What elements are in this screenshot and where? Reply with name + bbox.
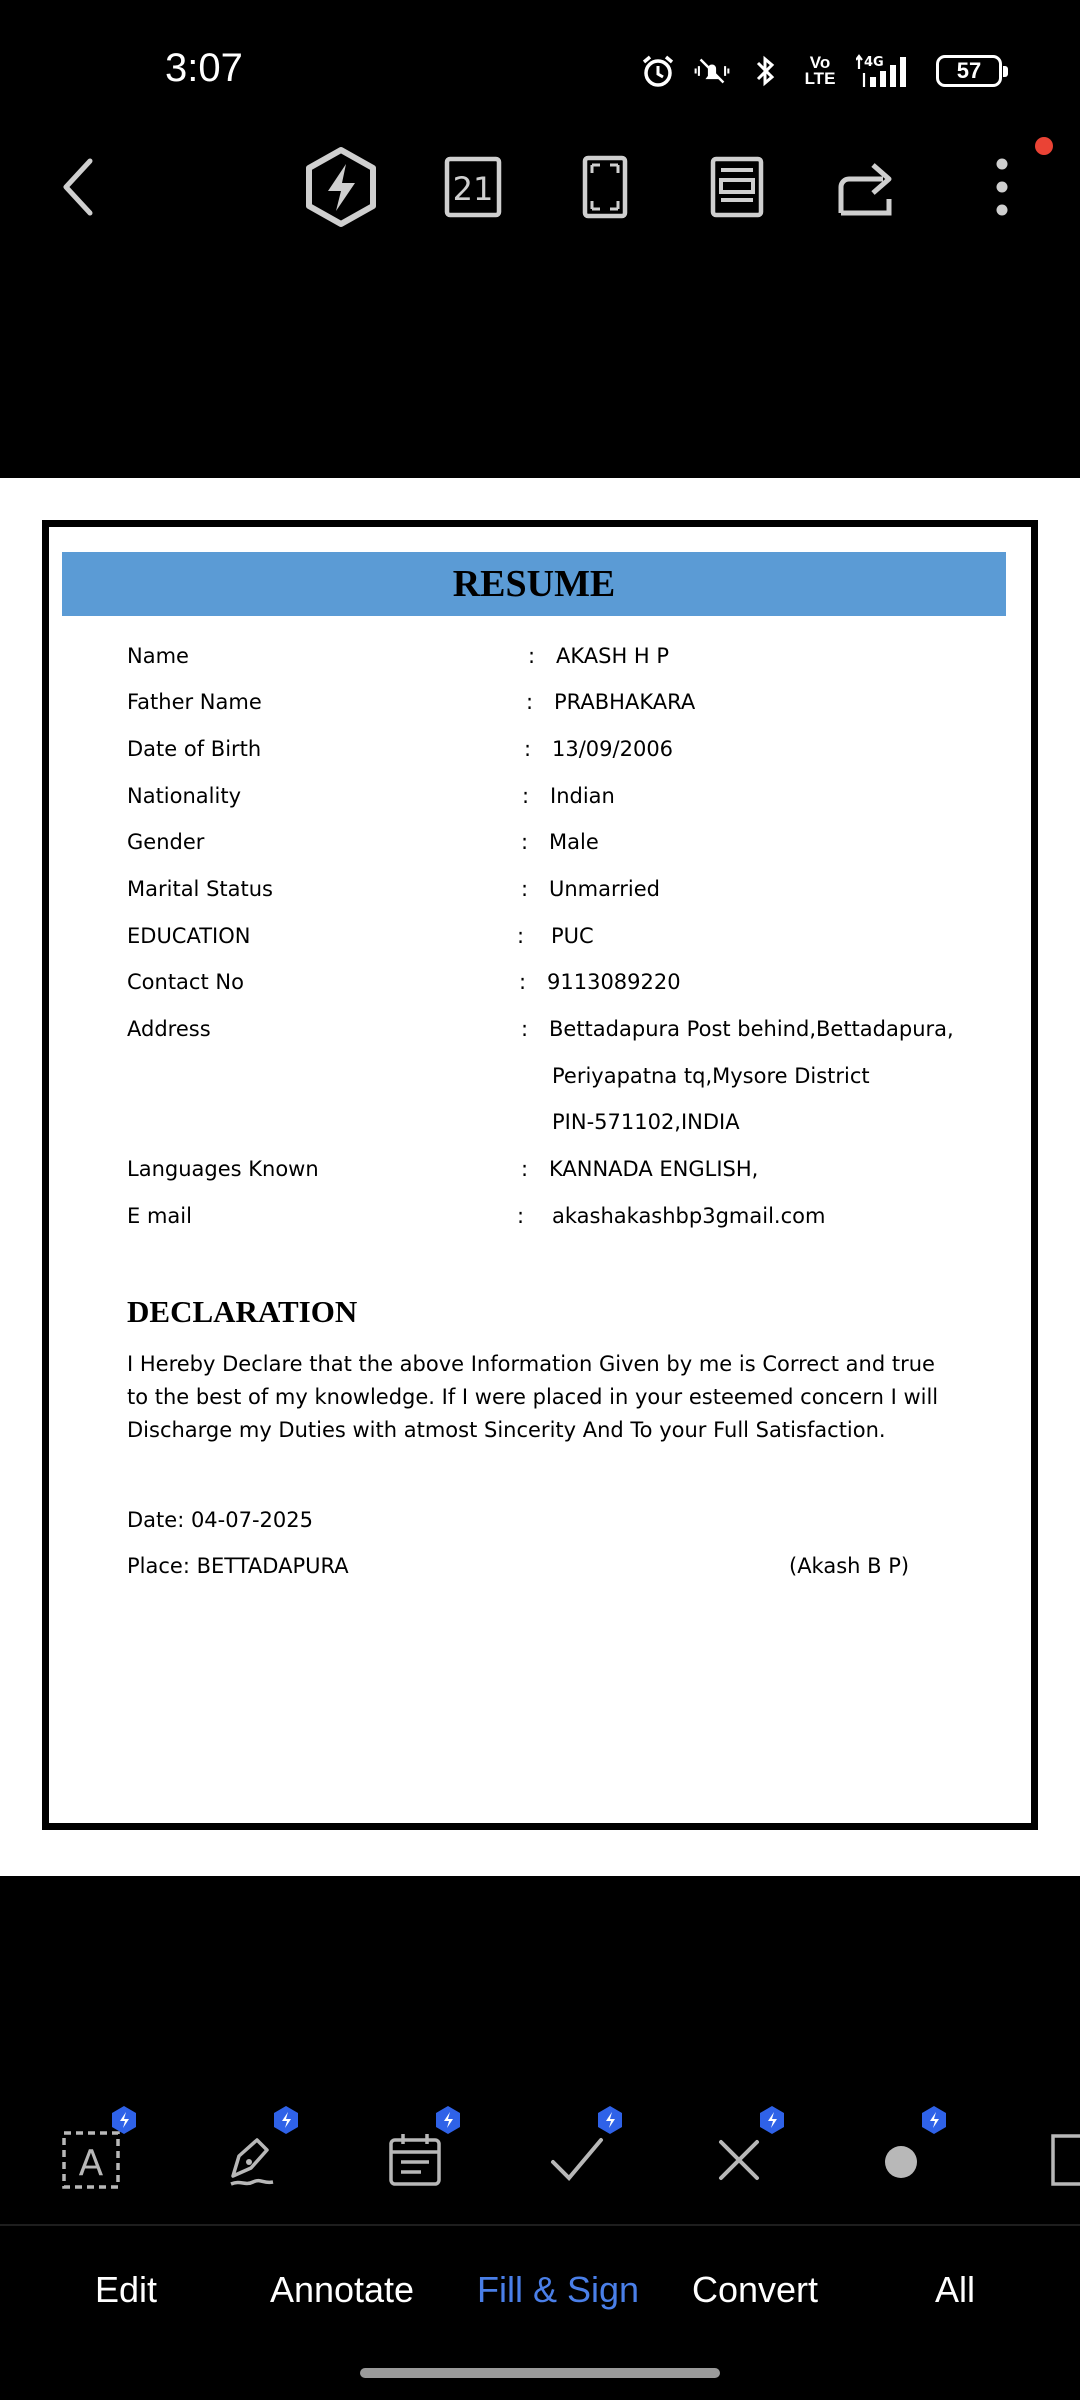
field-row: Address : Bettadapura Post behind,Bettadapura, [127,1017,954,1041]
premium-badge-icon [758,2105,786,2135]
field-value: Bettadapura Post behind,Bettadapura, [549,1017,954,1041]
field-row: EDUCATION : PUC [127,924,594,948]
status-icons [640,48,1002,94]
field-label: Contact No [127,970,244,994]
notification-dot [1035,137,1053,155]
field-row: Father Name : PRABHAKARA [127,690,696,714]
field-value: PIN-571102,INDIA [552,1110,740,1134]
share-button[interactable] [824,142,914,232]
rectangle-tool[interactable] [1018,2115,1080,2205]
field-label: Marital Status [127,877,273,901]
date-tool[interactable] [370,2115,460,2205]
reading-mode-button[interactable] [692,142,782,232]
checkmark-tool-icon [547,2130,607,2190]
back-button[interactable] [33,142,123,232]
field-value: PRABHAKARA [554,690,696,714]
premium-badge-icon [596,2105,624,2135]
field-value: 9113089220 [547,970,681,994]
premium-badge-icon [920,2105,948,2135]
field-label: Nationality [127,784,242,808]
field-row: Date of Birth : 13/09/2006 [127,737,674,761]
cross-tool-icon [709,2130,769,2190]
signature-name: (Akash B P) [789,1554,910,1578]
bluetooth-icon [748,53,784,89]
document-title: RESUME [452,563,616,605]
field-label: E mail [127,1204,192,1228]
field-label: Address [127,1017,211,1041]
field-row: Nationality : Indian [127,784,615,808]
battery-icon: 57 [936,55,1002,87]
signal-icon [856,53,918,89]
date-line: Date: 04-07-2025 [127,1508,313,1532]
field-value: 13/09/2006 [552,737,674,761]
page-count-icon [444,156,502,218]
tab-fill-sign[interactable]: Fill & Sign [476,2269,640,2310]
signature-tool-icon [223,2130,283,2190]
field-value: KANNADA ENGLISH, [549,1157,759,1181]
field-label: Languages Known [127,1157,319,1181]
signature-tool[interactable] [208,2115,298,2205]
fullscreen-icon [582,155,628,219]
field-value: Periyapatna tq,Mysore District [552,1064,870,1088]
page-count-button[interactable] [428,142,518,232]
field-value: Unmarried [549,877,660,901]
more-icon [995,157,1009,217]
premium-badge-icon [272,2105,300,2135]
mute-vibrate-icon [694,53,730,89]
svg-text:21: 21 [452,170,494,208]
field-label: Father Name [127,690,262,714]
status-time: 3:07 [165,46,243,90]
share-icon [837,157,901,217]
cross-tool[interactable] [694,2115,784,2205]
more-options-button[interactable] [957,142,1047,232]
document-view[interactable] [0,478,1080,1876]
field-row: Languages Known : KANNADA ENGLISH, [127,1157,759,1181]
divider [0,2224,1080,2226]
field-value: akashakashbp3gmail.com [552,1204,826,1228]
checkmark-tool[interactable] [532,2115,622,2205]
place-line: Place: BETTADAPURA [127,1554,349,1578]
dot-tool-icon [871,2130,931,2190]
field-value: Male [549,830,599,854]
quick-action-icon [302,146,380,228]
tab-annotate[interactable]: Annotate [269,2269,415,2310]
field-label: Date of Birth [127,737,262,761]
text-box-tool-icon [61,2130,121,2190]
status-bar [0,0,1080,140]
tab-convert[interactable]: Convert [691,2269,819,2310]
field-label: Gender [127,830,205,854]
resume-banner [62,552,1006,616]
field-row: E mail : akashakashbp3gmail.com [127,1204,826,1228]
text-box-tool[interactable] [46,2115,136,2205]
top-toolbar [0,130,1080,240]
field-row [0,1110,1080,1150]
svg-text:A: A [78,2143,104,2184]
declaration-text: I Hereby Declare that the above Information Given by me is Correct and true to the best of my knowledge. If I were placed in your esteemed concern I will Discharge my Duties with atmost Sincerity And To your Full Satisfaction. [127,1352,939,1442]
dot-tool[interactable] [856,2115,946,2205]
premium-badge-icon [110,2105,138,2135]
quick-action-button[interactable] [296,142,386,232]
field-value: AKASH H P [556,644,670,668]
field-label: Name [127,644,189,668]
field-value: PUC [551,924,594,948]
rectangle-tool-icon [1033,2130,1080,2190]
bottom-tabs [0,2260,1080,2320]
field-value: Indian [550,784,615,808]
tab-edit[interactable]: Edit [94,2269,158,2310]
declaration-title: DECLARATION [127,1294,358,1329]
svg-text:4G: 4G [864,55,884,70]
alarm-icon [640,53,676,89]
tab-all[interactable]: All [934,2269,975,2310]
field-row [0,1064,1080,1104]
field-row: Name : AKASH H P [127,644,670,668]
reading-mode-icon [710,156,764,218]
fullscreen-button[interactable] [560,142,650,232]
field-row: Contact No : 9113089220 [127,970,681,994]
home-indicator[interactable] [360,2368,720,2378]
volte-icon: Vo LTE [804,53,836,88]
field-row: Gender : Male [127,830,599,854]
date-tool-icon [385,2130,445,2190]
back-icon [58,157,98,217]
premium-badge-icon [434,2105,462,2135]
field-label: EDUCATION [127,924,251,948]
field-row: Marital Status : Unmarried [127,877,660,901]
fill-sign-tools [0,2115,1080,2205]
